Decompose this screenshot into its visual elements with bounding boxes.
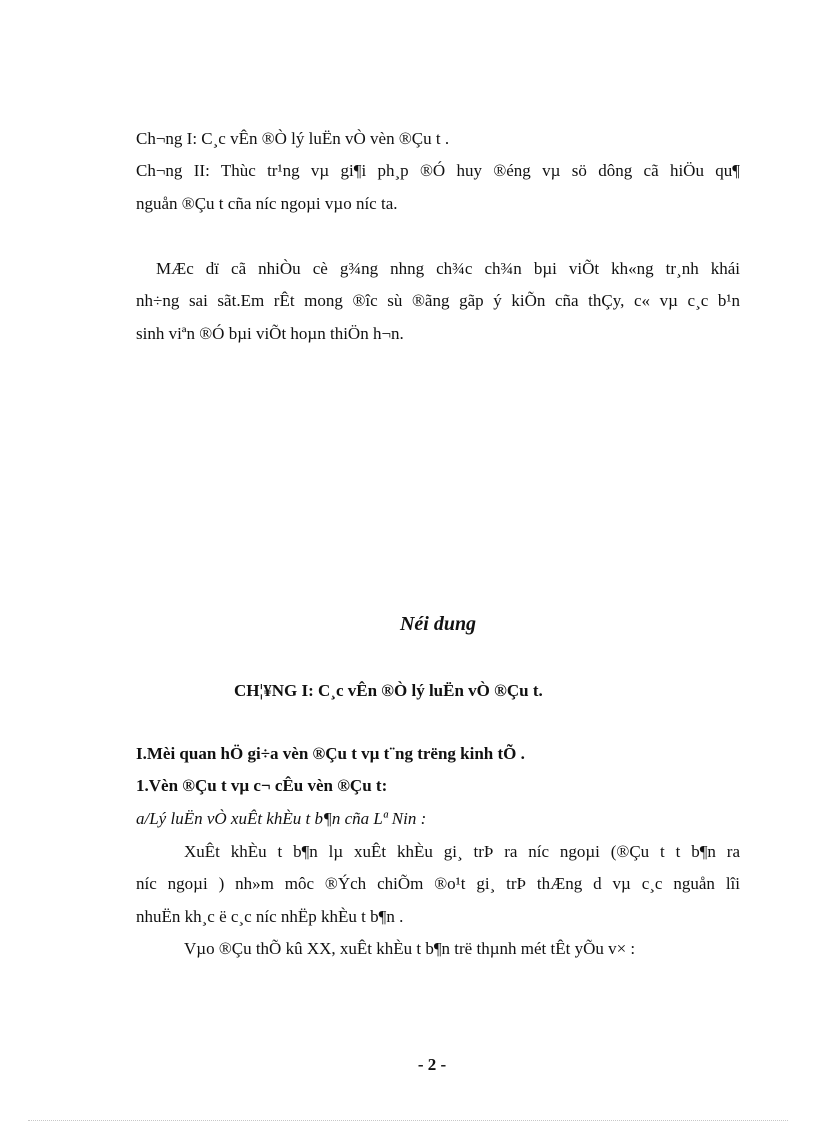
paragraph2-line1: Vµo ®Çu thÕ kû XX, xuÊt khÈu t b¶n trë thµnh mét tÊt yÕu v× : [184,939,636,958]
page-number: - 2 - [417,1055,447,1074]
section-title: Néi dung [399,613,477,635]
paragraph1-line1: XuÊt khÈu t b¶n lµ xuÊt khÈu gi¸ trÞ ra níc ngoµi (®Çu t t b¶n ra [184,842,740,861]
paragraph1-line2: níc ngoµi ) nh»m môc ®Ých chiÕm ®o¹t gi¸ trÞ thÆng d vµ c¸c nguån lîi [136,874,740,893]
page-separator [28,1120,788,1121]
closing-paragraph-line1: MÆc dï cã nhiÒu cè g¾ng nhng ch¾c ch¾n bµi viÕt kh«ng tr¸nh khái [156,259,740,278]
chapter1-summary: Ch¬ng I: C¸c vÊn ®Ò lý luËn vÒ vèn ®Çu t . [136,129,450,148]
subheading-a: a/Lý luËn vÒ xuÊt khÈu t b¶n cña Lª Nin : [136,809,427,828]
paragraph1-line3: nhuËn kh¸c ë c¸c níc nhËp khÈu t b¶n . [136,907,404,926]
chapter2-summary-line1: Ch¬ng II: Thùc tr¹ng vµ gi¶i ph¸p ®Ó huy ®éng vµ sö dông cã hiÖu qu¶ [136,161,740,180]
closing-paragraph-line3: sinh viªn ®Ó bµi viÕt hoµn thiÖn h¬n. [136,324,404,343]
heading-1: 1.Vèn ®Çu t vµ c¬ cÊu vèn ®Çu t: [136,776,388,795]
chapter-heading: CH¦¥NG I: C¸c vÊn ®Ò lý luËn vÒ ®Çu t. [234,681,543,700]
closing-paragraph-line2: nh÷ng sai sãt.Em rÊt mong ®îc sù ®ãng gãp ý kiÕn cña thÇy, c« vµ c¸c b¹n [136,291,740,310]
chapter2-summary-line2: nguån ®Çu t cña níc ngoµi vµo níc ta. [136,194,398,213]
heading-I: I.Mèi quan hÖ gi÷a vèn ®Çu t vµ t¨ng trëng kinh tÕ . [136,744,525,763]
